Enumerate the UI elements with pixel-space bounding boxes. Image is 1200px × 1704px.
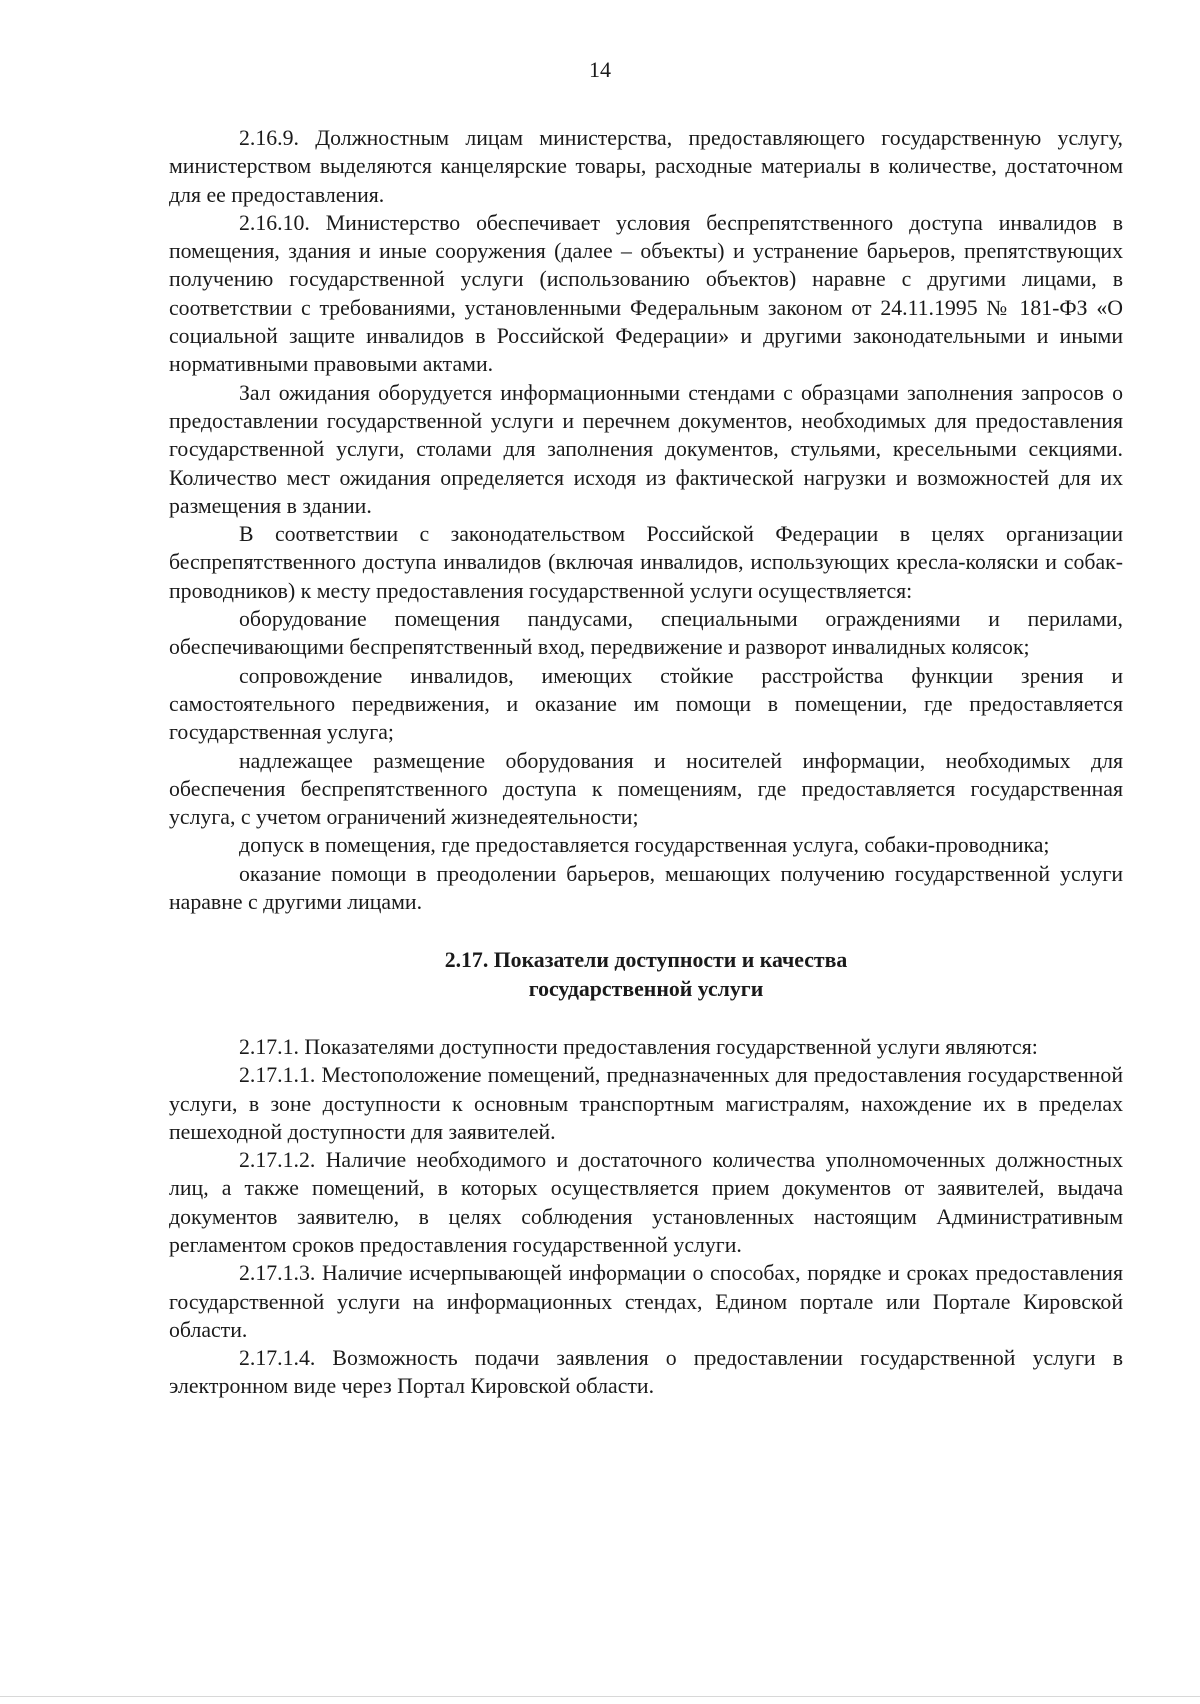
paragraph-ramps: оборудование помещения пандусами, специальными ограждениями и перилами, обеспечивающими беспрепятственный вход, передвижение и разворот инвалидных колясок; bbox=[169, 607, 1123, 660]
paragraph-2-17-1: 2.17.1. Показателями доступности предоставления государственной услуги являются: bbox=[239, 1034, 1038, 1059]
paragraph-2-17-1-3: 2.17.1.3. Наличие исчерпывающей информации о способах, порядке и сроках предоставления государственной услуги на информационных стендах, Едином портале или Портале Кировской области. bbox=[169, 1261, 1123, 1342]
paragraph-2-16-9: 2.16.9. Должностным лицам министерства, предоставляющего государственную услугу, министерством выделяются канцелярские товары, расходные материалы в количестве, достаточном для ее предоставления. bbox=[169, 126, 1123, 207]
paragraph-equipment-placement: надлежащее размещение оборудования и носителей информации, необходимых для обеспечения беспрепятственного доступа к помещениям, где предоставляется государственная услуга, с учетом ограничений жизнедеятельности; bbox=[169, 748, 1123, 830]
paragraph-guide-dogs: допуск в помещения, где предоставляется государственная услуга, собаки-проводника; bbox=[239, 833, 1050, 858]
paragraph-escort: сопровождение инвалидов, имеющих стойкие расстройства функции зрения и самостоятельного передвижения, и оказание им помощи в помещении, где предоставляется государственная услуга; bbox=[169, 663, 1123, 745]
scan-edge-line bbox=[0, 1696, 1200, 1697]
page-number: 14 bbox=[589, 57, 611, 82]
section-heading-2-17 bbox=[169, 946, 1123, 1003]
document-body bbox=[169, 124, 1123, 1401]
paragraph-2-17-1-4: 2.17.1.4. Возможность подачи заявления о предоставлении государственной услуги в электронном виде через Портал Кировской области. bbox=[169, 1346, 1123, 1399]
paragraph-2-16-10: 2.16.10. Министерство обеспечивает условия беспрепятственного доступа инвалидов в помещения, здания и иные сооружения (далее – объекты) и устранение барьеров, препятствующих получению государственной услуги (использованию объектов) наравне с другими лицами, в соответствии с требованиями, установленными Федеральным законом от 24.11.1995 № 181-ФЗ «О социальной защите инвалидов в Российской Федерации» и другими законодательными и иными нормативными правовыми актами. bbox=[169, 210, 1123, 377]
paragraph-barrier-help: оказание помощи в преодолении барьеров, мешающих получению государственной услуги наравне с другими лицами. bbox=[169, 861, 1123, 915]
section-heading-line-1: 2.17. Показатели доступности и качества bbox=[444, 948, 848, 973]
paragraph-waiting-hall: Зал ожидания оборудуется информационными стендами с образцами заполнения запросов о предоставлении государственной услуги и перечнем документов, необходимых для предоставления государственной услуги, столами для заполнения документов, стульями, кресельными секциями. Количество мест ожидания определяется исходя из фактической нагрузки и возможностей для их размещения в здании. bbox=[169, 380, 1123, 518]
paragraph-2-17-1-2: 2.17.1.2. Наличие необходимого и достаточного количества уполномоченных должностных лиц, а также помещений, в которых осуществляется прием документов от заявителей, выдача документов заявителю, в целях соблюдения установленных настоящим Административным регламентом сроков предоставления государственной услуги. bbox=[169, 1148, 1123, 1257]
paragraph-2-17-1-1: 2.17.1.1. Местоположение помещений, предназначенных для предоставления государственной услуги, в зоне доступности к основным транспортным магистралям, нахождение их в пределах пешеходной доступности для заявителей. bbox=[169, 1063, 1123, 1144]
section-heading-line-2: государственной услуги bbox=[528, 976, 764, 1001]
paragraph-accessibility-intro: В соответствии с законодательством Российской Федерации в целях организации беспрепятственного доступа инвалидов (включая инвалидов, использующих кресла-коляски и собак-проводников) к месту предоставления государственной услуги осуществляется: bbox=[169, 522, 1123, 603]
